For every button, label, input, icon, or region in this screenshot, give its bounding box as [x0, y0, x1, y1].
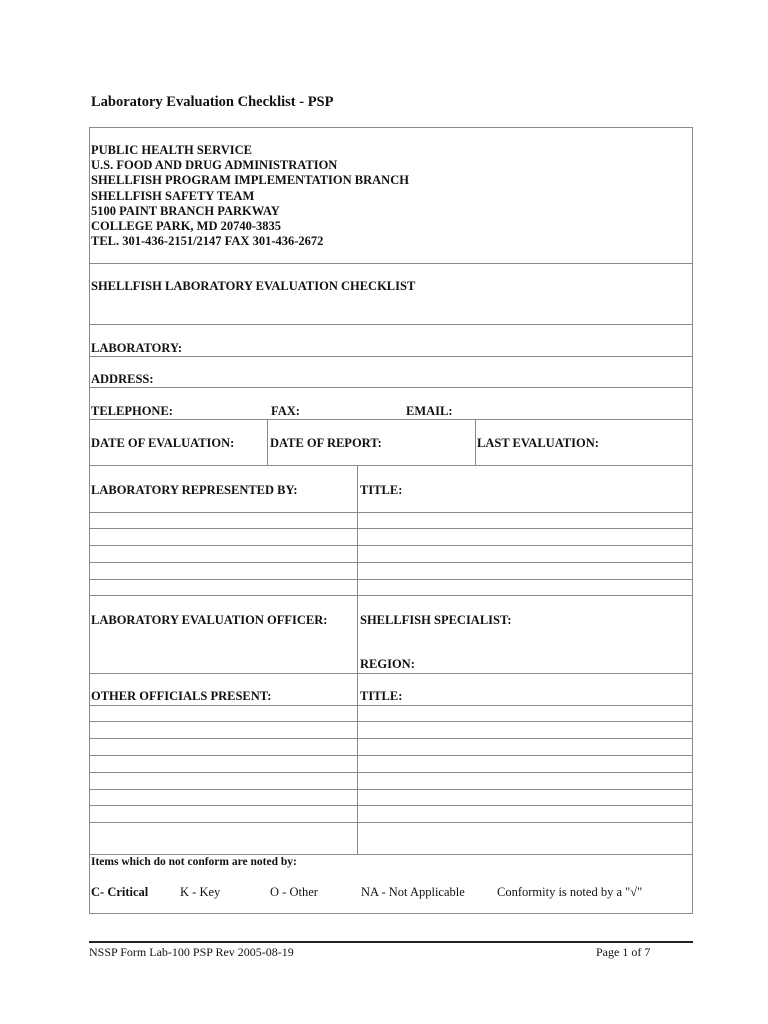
legend-conformity: Conformity is noted by a "√": [497, 885, 643, 899]
blank-row-line: [90, 528, 692, 529]
blank-row-line: [90, 822, 692, 823]
blank-row-line: [90, 772, 692, 773]
header-line: SHELLFISH PROGRAM IMPLEMENTATION BRANCH: [91, 173, 409, 188]
row-divider: [90, 324, 692, 325]
evaluation-form: [89, 127, 693, 914]
telephone-field[interactable]: TELEPHONE:: [91, 404, 173, 418]
legend-heading: Items which do not conform are noted by:: [91, 856, 297, 868]
document-title: Laboratory Evaluation Checklist - PSP: [91, 94, 334, 110]
row-divider: [90, 465, 692, 466]
blank-row-line: [90, 545, 692, 546]
email-field[interactable]: EMAIL:: [406, 404, 453, 418]
column-divider: [357, 673, 358, 854]
shellfish-specialist-field[interactable]: SHELLFISH SPECIALIST:: [360, 613, 512, 627]
legend-not-applicable: NA - Not Applicable: [361, 885, 465, 899]
date-of-evaluation-field[interactable]: DATE OF EVALUATION:: [91, 436, 235, 450]
title-field[interactable]: TITLE:: [360, 689, 403, 703]
legend-key: K - Key: [180, 885, 221, 899]
blank-row-line: [90, 512, 692, 513]
agency-header: [91, 143, 409, 249]
blank-row-line: [90, 789, 692, 790]
blank-row-line: [90, 705, 692, 706]
legend-critical: C- Critical: [91, 885, 149, 899]
checklist-title: SHELLFISH LABORATORY EVALUATION CHECKLIST: [91, 279, 416, 293]
row-divider: [90, 673, 692, 674]
last-evaluation-field[interactable]: LAST EVALUATION:: [477, 436, 599, 450]
blank-row-line: [90, 562, 692, 563]
laboratory-field[interactable]: LABORATORY:: [91, 341, 183, 355]
fax-field[interactable]: FAX:: [271, 404, 300, 418]
header-line: COLLEGE PARK, MD 20740-3835: [91, 219, 282, 234]
row-divider: [90, 387, 692, 388]
header-line: SHELLFISH SAFETY TEAM: [91, 188, 255, 203]
blank-row-line: [90, 738, 692, 739]
date-of-report-field[interactable]: DATE OF REPORT:: [270, 436, 382, 450]
lab-evaluation-officer-field[interactable]: LABORATORY EVALUATION OFFICER:: [91, 613, 328, 627]
lab-represented-by-field[interactable]: LABORATORY REPRESENTED BY:: [91, 483, 298, 497]
address-field[interactable]: ADDRESS:: [91, 372, 154, 386]
column-divider: [267, 419, 268, 465]
other-officials-field[interactable]: OTHER OFFICIALS PRESENT:: [91, 689, 272, 703]
column-divider: [357, 595, 358, 673]
blank-row-line: [90, 755, 692, 756]
header-line: TEL. 301-436-2151/2147 FAX 301-436-2672: [91, 234, 324, 249]
row-divider: [90, 595, 692, 596]
region-field[interactable]: REGION:: [360, 657, 415, 671]
row-divider: [90, 419, 692, 420]
blank-row-line: [90, 805, 692, 806]
column-divider: [475, 419, 476, 465]
header-line: PUBLIC HEALTH SERVICE: [91, 143, 252, 157]
legend-other: O - Other: [270, 885, 318, 899]
row-divider: [90, 263, 692, 264]
header-line: 5100 PAINT BRANCH PARKWAY: [91, 203, 280, 218]
footer-page-number: Page 1 of 7: [596, 945, 651, 959]
row-divider: [90, 356, 692, 357]
header-line: U.S. FOOD AND DRUG ADMINISTRATION: [91, 158, 338, 173]
blank-row-line: [90, 579, 692, 580]
column-divider: [357, 465, 358, 595]
footer-form-id: NSSP Form Lab-100 PSP Rev 2005-08-19: [89, 945, 294, 959]
footer-rule: [89, 941, 693, 943]
title-field[interactable]: TITLE:: [360, 483, 403, 497]
blank-row-line: [90, 721, 692, 722]
